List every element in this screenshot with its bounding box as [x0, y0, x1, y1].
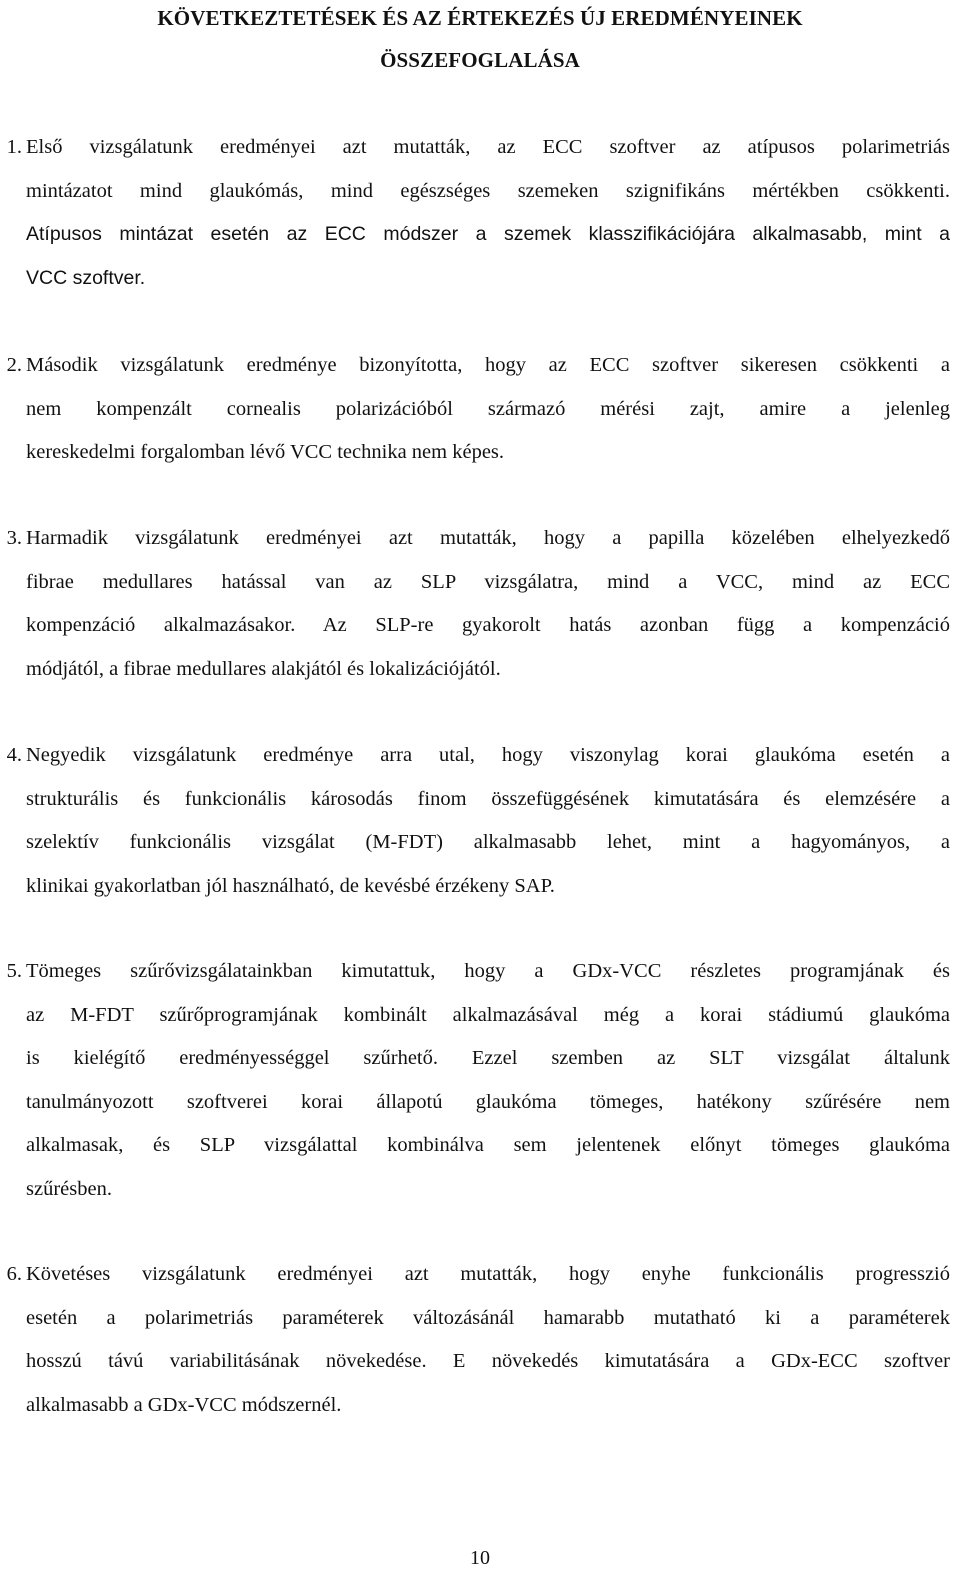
item-number: 2. — [6, 354, 22, 376]
conclusion-item-6 — [6, 1253, 950, 1427]
paragraph-line: módjától, a fibrae medullares alakjától és lokalizációjától. — [26, 657, 501, 680]
paragraph-line: strukturális és funkcionális károsodás finom összefüggésének kimutatására és elemzésére a — [26, 787, 950, 810]
paragraph-line: alkalmasak, és SLP vizsgálattal kombinálva sem jelentenek előnyt tömeges glaukóma — [26, 1134, 950, 1156]
item-number: 6. — [6, 1263, 22, 1285]
conclusion-item-1 — [6, 126, 950, 300]
item-number: 3. — [6, 527, 22, 549]
paragraph-line: esetén a polarimetriás paraméterek változásánál hamarabb mutatható ki a paraméterek — [26, 1306, 950, 1329]
page-title-line-2: ÖSSZEFOGLALÁSA — [380, 48, 580, 72]
paragraph-line: az M-FDT szűrőprogramjának kombinált alkalmazásával még a korai stádiumú glaukóma — [26, 1003, 950, 1026]
paragraph-line: alkalmasabb a GDx-VCC módszernél. — [26, 1393, 342, 1416]
paragraph-line: nem kompenzált cornealis polarizációból származó mérési zajt, amire a jelenleg — [26, 397, 950, 420]
page-title-line-1: KÖVETKEZTETÉSEK ÉS AZ ÉRTEKEZÉS ÚJ EREDMÉNYEINEK — [157, 6, 803, 30]
paragraph-line: Első vizsgálatunk eredményei azt mutatták, az ECC szoftver az atípusos polarimetriás — [26, 136, 950, 158]
conclusion-item-3 — [6, 517, 950, 691]
paragraph-line: Harmadik vizsgálatunk eredményei azt mutatták, hogy a papilla közelében elhelyezkedő — [26, 527, 950, 549]
paragraph-line: klinikai gyakorlatban jól használható, de kevésbé érzékeny SAP. — [26, 874, 555, 897]
paragraph-line: Tömeges szűrővizsgálatainkban kimutattuk, hogy a GDx-VCC részletes programjának és — [26, 960, 950, 982]
paragraph-line: kompenzáció alkalmazásakor. Az SLP-re gyakorolt hatás azonban függ a kompenzáció — [26, 614, 950, 636]
paragraph-line: Második vizsgálatunk eredménye bizonyította, hogy az ECC szoftver sikeresen csökkenti a — [26, 354, 950, 376]
paragraph-line: mintázatot mind glaukómás, mind egészséges szemeken szignifikáns mértékben csökkenti. — [26, 179, 950, 202]
paragraph-line: szelektív funkcionális vizsgálat (M-FDT) alkalmasabb lehet, mint a hagyományos, a — [26, 831, 950, 853]
page-number: 10 — [470, 1547, 490, 1569]
item-number: 4. — [6, 744, 22, 766]
paragraph-line: kereskedelmi forgalomban lévő VCC technika nem képes. — [26, 441, 505, 463]
paragraph-line: VCC szoftver. — [26, 266, 146, 289]
paragraph-line: szűrésben. — [26, 1177, 112, 1200]
paragraph-line: is kielégítő eredményességgel szűrhető. Ezzel szemben az SLT vizsgálat általunk — [26, 1047, 950, 1069]
paragraph-line: fibrae medullares hatással van az SLP vizsgálatra, mind a VCC, mind az ECC — [26, 570, 950, 593]
paragraph-line: Követéses vizsgálatunk eredményei azt mutatták, hogy enyhe funkcionális progresszió — [26, 1263, 950, 1285]
conclusion-item-4 — [6, 734, 950, 908]
paragraph-line: Atípusos mintázat esetén az ECC módszer a szemek klasszifikációjára alkalmasabb, mint a — [26, 223, 950, 245]
conclusion-item-5 — [6, 950, 950, 1211]
item-number: 1. — [6, 136, 22, 158]
paragraph-line: Negyedik vizsgálatunk eredménye arra utal, hogy viszonylag korai glaukóma esetén a — [26, 744, 950, 766]
paragraph-line: tanulmányozott szoftverei korai állapotú glaukóma tömeges, hatékony szűrésére nem — [26, 1090, 950, 1113]
item-number: 5. — [6, 960, 22, 982]
paragraph-line: hosszú távú variabilitásának növekedése. E növekedés kimutatására a GDx-ECC szoftver — [26, 1350, 950, 1372]
conclusion-item-2 — [6, 344, 950, 475]
